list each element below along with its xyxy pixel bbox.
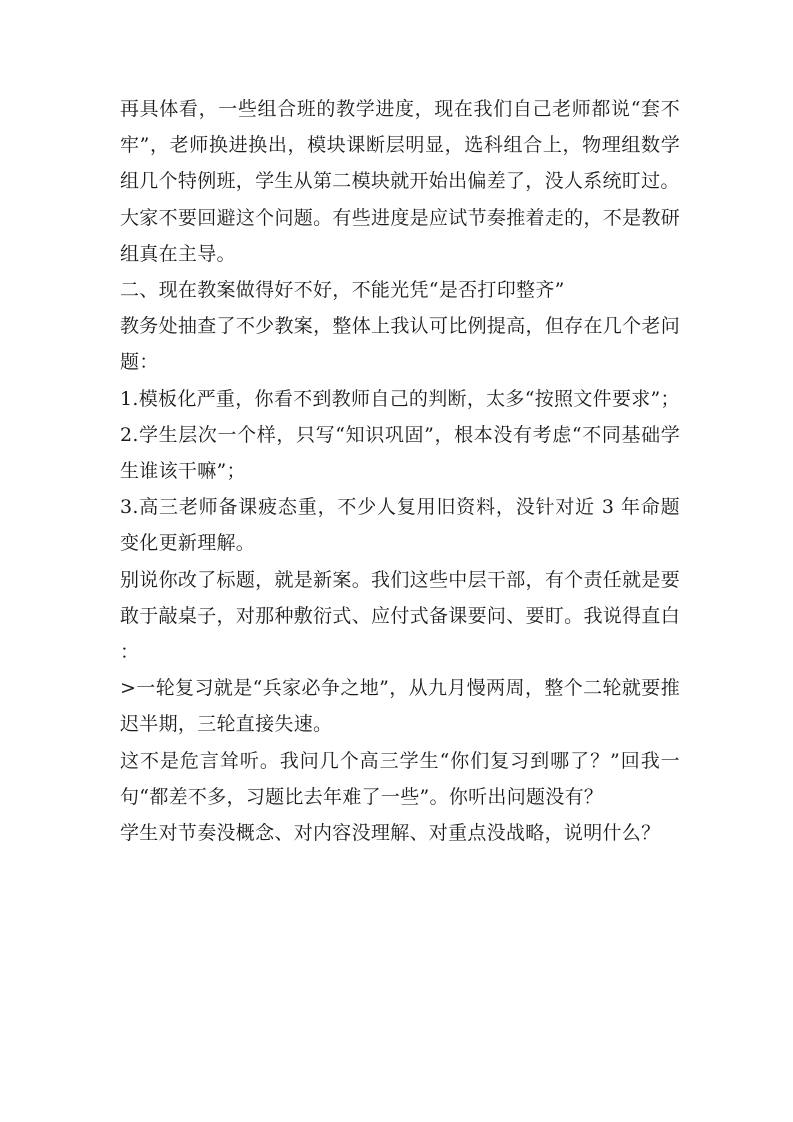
list-item-2: 2.学生层次一个样，只写“知识巩固”，根本没有考虑“不同基础学生谁该干嘛”； xyxy=(120,423,680,483)
paragraph-4: 教务处抽查了不少教案，整体上我认可比例提高，但存在几个老问题： xyxy=(120,315,680,374)
list-item-1: 1.模板化严重，你看不到教师自己的判断，太多“按照文件要求”； xyxy=(120,387,680,410)
list-item-3: 3.高三老师备课疲态重，不少人复用旧资料，没针对近 3 年命题变化更新理解。 xyxy=(120,496,680,555)
section-heading-2: 二、现在教案做得好不好，不能光凭“是否打印整齐” xyxy=(120,279,565,302)
paragraph-10: 这不是危言耸听。我问几个高三学生“你们复习到哪了？”回我一句“都差不多，习题比去年难了一些”。你听出问题没有？ xyxy=(120,749,680,808)
quote-paragraph: >一轮复习就是“兵家必争之地”，从九月慢两周，整个二轮就要推迟半期，三轮直接失速。 xyxy=(120,677,680,736)
paragraph-2: 大家不要回避这个问题。有些进度是应试节奏推着走的，不是教研组真在主导。 xyxy=(120,206,680,265)
paragraph-11: 学生对节奏没概念、对内容没理解、对重点没战略，说明什么？ xyxy=(120,822,661,845)
paragraph-1: 再具体看，一些组合班的教学进度，现在我们自己老师都说“套不牢”，老师换进换出，模块课断层明显，选科组合上，物理组数学组几个特例班，学生从第二模块就开始出偏差了，没人系统盯过。 xyxy=(120,98,680,193)
document-body xyxy=(120,91,680,851)
paragraph-8: 别说你改了标题，就是新案。我们这些中层干部，有个责任就是要敢于敲桌子，对那种敷衍式、应付式备课要问、要盯。我说得直白： xyxy=(120,568,680,664)
